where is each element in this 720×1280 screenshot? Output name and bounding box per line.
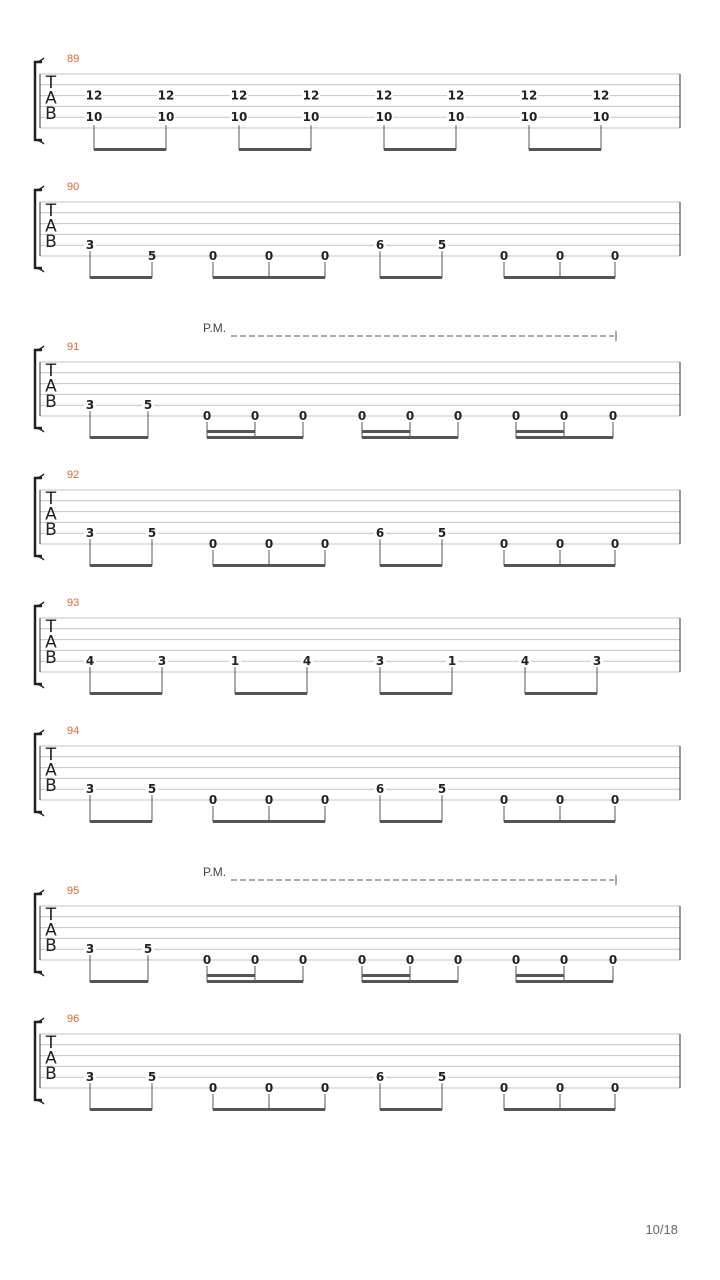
tab-clef-letter: B: [45, 776, 57, 796]
measure-number: 93: [67, 597, 80, 609]
measure-number: 90: [67, 181, 80, 193]
note-beam: [504, 276, 615, 279]
fret-number: 5: [147, 782, 157, 797]
fret-number: 6: [375, 782, 385, 797]
tab-system: [35, 321, 680, 439]
fret-number: 0: [202, 953, 212, 967]
tab-system: [35, 597, 680, 695]
tab-clef-letter: T: [45, 617, 57, 637]
tab-clef-letter: B: [45, 232, 57, 252]
tab-clef-letter: B: [45, 104, 57, 124]
bracket-bottom-curl: [35, 1100, 44, 1104]
note-beam: [380, 1108, 442, 1111]
bracket-top-curl: [35, 890, 44, 894]
tab-clef-letter: B: [45, 392, 57, 412]
note-beam-secondary: [516, 430, 564, 433]
tab-system: [35, 865, 680, 983]
fret-number: 0: [208, 249, 218, 263]
fret-number: 10: [85, 110, 103, 125]
fret-number: 5: [147, 249, 157, 263]
fret-number: 3: [85, 526, 95, 541]
palm-mute-label: P.M.: [203, 321, 227, 335]
fret-number: 5: [437, 782, 447, 797]
note-beam: [90, 564, 152, 567]
fret-number: 0: [320, 1081, 330, 1095]
fret-number: 10: [302, 110, 320, 125]
fret-number: 10: [592, 110, 610, 125]
note-beam: [504, 1108, 615, 1111]
measure-number: 94: [67, 725, 80, 737]
tab-clef-letter: A: [45, 760, 57, 781]
tab-clef-letter: A: [45, 88, 57, 109]
fret-number: 3: [85, 398, 95, 413]
fret-number: 5: [147, 526, 157, 541]
fret-number: 1: [230, 654, 240, 669]
fret-number: 0: [555, 1081, 565, 1095]
note-beam: [380, 276, 442, 279]
bracket-top-curl: [35, 58, 44, 62]
fret-number: 0: [608, 409, 618, 423]
note-beam: [207, 436, 303, 439]
note-beam: [504, 564, 615, 567]
fret-number: 0: [357, 409, 367, 423]
tab-clef-letter: T: [45, 905, 57, 925]
note-beam: [213, 276, 325, 279]
note-beam: [516, 436, 613, 439]
fret-number: 5: [437, 238, 447, 253]
note-beam: [90, 820, 152, 823]
fret-number: 6: [375, 238, 385, 253]
fret-number: 5: [143, 942, 153, 957]
fret-number: 10: [375, 110, 393, 125]
tab-clef-letter: T: [45, 201, 57, 221]
bracket-top-curl: [35, 730, 44, 734]
fret-number: 5: [143, 398, 153, 413]
fret-number: 0: [555, 793, 565, 807]
note-beam: [504, 820, 615, 823]
fret-number: 12: [520, 88, 538, 103]
fret-number: 0: [320, 793, 330, 807]
fret-number: 0: [250, 953, 260, 967]
fret-number: 3: [85, 942, 95, 957]
measure-number: 92: [67, 469, 80, 481]
measure-number: 91: [67, 341, 80, 353]
fret-number: 0: [298, 953, 308, 967]
tab-clef-letter: A: [45, 1048, 57, 1069]
fret-number: 10: [230, 110, 248, 125]
bracket-top-curl: [35, 1018, 44, 1022]
fret-number: 12: [375, 88, 393, 103]
tab-clef-letter: B: [45, 648, 57, 668]
tab-system: [35, 469, 680, 567]
tab-clef-letter: A: [45, 376, 57, 397]
fret-number: 3: [85, 782, 95, 797]
fret-number: 4: [520, 654, 530, 669]
fret-number: 0: [264, 1081, 274, 1095]
note-beam: [90, 436, 148, 439]
bracket-bottom-curl: [35, 140, 44, 144]
note-beam-secondary: [207, 430, 255, 433]
bracket-top-curl: [35, 602, 44, 606]
bracket-top-curl: [35, 346, 44, 350]
note-beam: [90, 980, 148, 983]
fret-number: 12: [157, 88, 175, 103]
tab-clef-letter: T: [45, 489, 57, 509]
note-beam: [384, 148, 456, 151]
fret-number: 12: [230, 88, 248, 103]
tab-system: [35, 181, 680, 279]
fret-number: 0: [208, 793, 218, 807]
tab-system: [35, 53, 680, 151]
bracket-bottom-curl: [35, 812, 44, 816]
note-beam-secondary: [207, 974, 255, 977]
fret-number: 0: [250, 409, 260, 423]
note-beam: [90, 692, 162, 695]
bracket-top-curl: [35, 186, 44, 190]
fret-number: 0: [499, 793, 509, 807]
palm-mute-label: P.M.: [203, 865, 227, 879]
tab-clef-letter: T: [45, 361, 57, 381]
fret-number: 0: [610, 793, 620, 807]
note-beam: [362, 980, 458, 983]
fret-number: 10: [447, 110, 465, 125]
note-beam: [213, 820, 325, 823]
note-beam: [90, 1108, 152, 1111]
tab-clef-letter: B: [45, 520, 57, 540]
note-beam: [380, 692, 452, 695]
note-beam: [362, 436, 458, 439]
note-beam: [525, 692, 597, 695]
fret-number: 3: [85, 238, 95, 253]
bracket-bottom-curl: [35, 268, 44, 272]
fret-number: 6: [375, 1070, 385, 1085]
tab-system: [35, 725, 680, 823]
fret-number: 12: [592, 88, 610, 103]
fret-number: 0: [453, 409, 463, 423]
tab-clef-letter: T: [45, 73, 57, 93]
fret-number: 0: [511, 953, 521, 967]
fret-number: 5: [147, 1070, 157, 1085]
fret-number: 0: [610, 537, 620, 551]
fret-number: 0: [264, 537, 274, 551]
fret-number: 0: [453, 953, 463, 967]
fret-number: 0: [610, 1081, 620, 1095]
note-beam: [213, 564, 325, 567]
note-beam: [239, 148, 311, 151]
bracket-bottom-curl: [35, 556, 44, 560]
tab-clef-letter: T: [45, 745, 57, 765]
fret-number: 0: [320, 249, 330, 263]
fret-number: 0: [555, 249, 565, 263]
note-beam: [516, 980, 613, 983]
note-beam: [90, 276, 152, 279]
measure-number: 89: [67, 53, 80, 65]
fret-number: 4: [85, 654, 95, 669]
fret-number: 1: [447, 654, 457, 669]
tab-clef-letter: A: [45, 920, 57, 941]
bracket-bottom-curl: [35, 428, 44, 432]
fret-number: 5: [437, 1070, 447, 1085]
fret-number: 10: [157, 110, 175, 125]
fret-number: 0: [405, 409, 415, 423]
fret-number: 12: [302, 88, 320, 103]
fret-number: 0: [559, 953, 569, 967]
note-beam: [529, 148, 601, 151]
page-number: 10/18: [645, 1222, 678, 1237]
fret-number: 0: [608, 953, 618, 967]
note-beam: [380, 564, 442, 567]
fret-number: 0: [298, 409, 308, 423]
fret-number: 6: [375, 526, 385, 541]
tab-clef-letter: B: [45, 936, 57, 956]
fret-number: 0: [357, 953, 367, 967]
note-beam: [235, 692, 307, 695]
fret-number: 0: [202, 409, 212, 423]
fret-number: 3: [592, 654, 602, 669]
fret-number: 0: [264, 793, 274, 807]
fret-number: 0: [405, 953, 415, 967]
fret-number: 3: [85, 1070, 95, 1085]
tab-system: [35, 1013, 680, 1111]
fret-number: 0: [264, 249, 274, 263]
note-beam-secondary: [362, 974, 410, 977]
fret-number: 0: [610, 249, 620, 263]
fret-number: 0: [208, 537, 218, 551]
fret-number: 0: [208, 1081, 218, 1095]
fret-number: 12: [447, 88, 465, 103]
measure-number: 96: [67, 1013, 80, 1025]
bracket-bottom-curl: [35, 972, 44, 976]
note-beam-secondary: [516, 974, 564, 977]
tab-clef-letter: B: [45, 1064, 57, 1084]
tab-clef-letter: A: [45, 632, 57, 653]
note-beam-secondary: [362, 430, 410, 433]
fret-number: 12: [85, 88, 103, 103]
fret-number: 3: [375, 654, 385, 669]
fret-number: 0: [511, 409, 521, 423]
fret-number: 5: [437, 526, 447, 541]
measure-number: 95: [67, 885, 80, 897]
fret-number: 0: [499, 1081, 509, 1095]
bracket-bottom-curl: [35, 684, 44, 688]
fret-number: 0: [499, 537, 509, 551]
tab-clef-letter: T: [45, 1033, 57, 1053]
tab-clef-letter: A: [45, 216, 57, 237]
fret-number: 0: [555, 537, 565, 551]
note-beam: [207, 980, 303, 983]
fret-number: 0: [559, 409, 569, 423]
fret-number: 10: [520, 110, 538, 125]
note-beam: [213, 1108, 325, 1111]
tab-clef-letter: A: [45, 504, 57, 525]
fret-number: 0: [320, 537, 330, 551]
fret-number: 4: [302, 654, 312, 669]
note-beam: [94, 148, 166, 151]
fret-number: 3: [157, 654, 167, 669]
bracket-top-curl: [35, 474, 44, 478]
fret-number: 0: [499, 249, 509, 263]
note-beam: [380, 820, 442, 823]
